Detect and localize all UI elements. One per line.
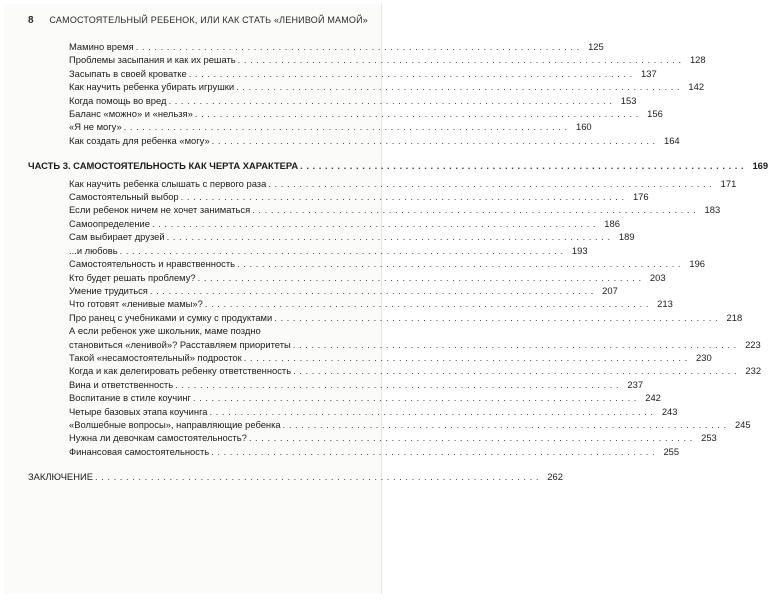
- toc-entry[interactable]: [28, 297, 673, 310]
- toc-entry-title: Про ранец с учебниками и сумку с продуктами: [69, 311, 273, 323]
- toc-leader-dots: [136, 40, 580, 53]
- toc-entry-page: 193: [571, 244, 588, 256]
- toc-leader-dots: [124, 120, 568, 133]
- toc-entry-title: Сам выбирает друзей: [69, 231, 165, 243]
- toc-entry-page: 207: [602, 284, 618, 296]
- toc-entry-last-line: [28, 338, 761, 351]
- toc-entry-title-line1: А если ребенок уже школьник, маме поздно: [69, 325, 261, 337]
- toc-entry-page: 137: [641, 67, 657, 79]
- toc-leader-dots: [211, 445, 655, 458]
- toc-entry[interactable]: [28, 311, 743, 324]
- toc-entry-page: 153: [620, 94, 637, 106]
- toc-entry-title: Как научить ребенка убирать игрушки: [69, 81, 235, 93]
- toc-leader-dots: [175, 378, 619, 391]
- toc-leader-dots: [274, 311, 718, 324]
- toc-entry-page: 164: [663, 134, 680, 146]
- table-of-contents: [28, 40, 768, 484]
- toc-leader-dots: [237, 257, 681, 270]
- toc-entry-page: 171: [720, 177, 737, 189]
- toc-entry[interactable]: [28, 107, 663, 120]
- toc-entry[interactable]: [28, 351, 712, 364]
- toc-leader-dots: [238, 53, 682, 66]
- toc-leader-dots: [198, 271, 642, 284]
- toc-entry[interactable]: [28, 134, 680, 147]
- toc-entry[interactable]: [28, 244, 588, 257]
- toc-entry-title: Финансовая самостоятельность: [69, 445, 210, 457]
- toc-leader-dots: [212, 134, 656, 147]
- toc-leader-dots: [293, 364, 737, 377]
- toc-entry-page: 128: [689, 54, 706, 66]
- toc-entry-page: 230: [696, 351, 712, 363]
- toc-entry-page: 245: [734, 418, 751, 430]
- toc-conclusion[interactable]: [28, 470, 563, 483]
- toc-entry-page: 237: [627, 378, 644, 390]
- running-header: [28, 13, 368, 27]
- toc-entry-title: Как научить ребенка слышать с первого раза: [69, 177, 267, 189]
- toc-leader-dots: [181, 190, 625, 203]
- toc-entry-title: Такой «несамостоятельный» подросток: [69, 351, 242, 363]
- toc-entry[interactable]: [28, 257, 706, 270]
- toc-entry-title: Умение трудиться: [69, 284, 148, 296]
- toc-entry-page: 160: [575, 121, 592, 133]
- toc-part-page: 169: [752, 160, 768, 172]
- toc-entry[interactable]: [28, 405, 678, 418]
- toc-entry-page: 213: [657, 298, 673, 310]
- toc-entry[interactable]: [28, 53, 706, 66]
- toc-entry-title: Самостоятельный выбор: [69, 191, 179, 203]
- toc-leader-dots: [189, 67, 633, 80]
- toc-entry-page: 243: [661, 405, 678, 417]
- toc-entry-page: 253: [701, 432, 717, 444]
- toc-entry-title: Мамино время: [69, 41, 134, 52]
- toc-leader-dots: [252, 203, 696, 216]
- toc-leader-dots: [283, 418, 727, 431]
- toc-entry-multiline[interactable]: [28, 324, 761, 351]
- toc-part-heading[interactable]: [28, 159, 768, 172]
- toc-entry-page: 189: [618, 231, 635, 243]
- toc-entry-page: 196: [689, 258, 706, 270]
- toc-conclusion-page: 262: [547, 471, 563, 483]
- toc-entry[interactable]: [28, 271, 666, 284]
- toc-entry-title: Четыре базовых этапа коучинга: [69, 405, 208, 417]
- toc-leader-dots: [167, 230, 611, 243]
- toc-entry[interactable]: [28, 391, 661, 404]
- toc-leader-dots: [193, 391, 637, 404]
- toc-entry[interactable]: [28, 418, 751, 431]
- toc-entry-title: «Волшебные вопросы», направляющие ребенка: [69, 418, 281, 430]
- toc-entry-title: Когда и как делегировать ребенку ответственность: [69, 365, 292, 377]
- toc-entry-title: Баланс «можно» и «нельзя»: [69, 108, 193, 120]
- toc-entry-title-line2: становиться «ленивой»? Расставляем приоритеты: [69, 338, 291, 350]
- toc-leader-dots: [244, 351, 688, 364]
- toc-entry[interactable]: [28, 217, 620, 230]
- toc-entry-title: Нужна ли девочкам самостоятельность?: [69, 432, 247, 444]
- toc-leader-dots: [120, 244, 564, 257]
- toc-entry[interactable]: [28, 120, 592, 133]
- toc-entry-title: ...и любовь: [69, 244, 118, 256]
- toc-entry-title: Кто будет решать проблему?: [69, 271, 196, 283]
- toc-leader-dots: [152, 217, 596, 230]
- toc-entry-page: 183: [704, 204, 721, 216]
- toc-part-title: ЧАСТЬ 3. САМОСТОЯТЕЛЬНОСТЬ КАК ЧЕРТА ХАРАКТЕРА: [28, 160, 299, 172]
- toc-entry[interactable]: [28, 40, 604, 53]
- toc-conclusion-title: ЗАКЛЮЧЕНИЕ: [28, 471, 93, 483]
- toc-entry-title: Проблемы засыпания и как их решать: [69, 54, 236, 66]
- toc-leader-dots: [236, 80, 680, 93]
- toc-entry-title: Воспитание в стиле коучинг: [69, 392, 191, 404]
- toc-leader-dots: [168, 94, 612, 107]
- toc-entry[interactable]: [28, 177, 737, 190]
- toc-entry-title: Самостоятельность и нравственность: [69, 258, 236, 270]
- toc-entry-title: Как создать для ребенка «могу»: [69, 134, 210, 146]
- toc-entry-page: 176: [632, 191, 649, 203]
- toc-entry[interactable]: [28, 378, 644, 391]
- toc-entry-page: 125: [588, 41, 604, 52]
- toc-entry[interactable]: [28, 190, 649, 203]
- toc-entry-page: 242: [645, 392, 661, 404]
- toc-entry-title: Что готовят «ленивые мамы»?: [69, 298, 203, 310]
- toc-leader-dots: [95, 470, 539, 483]
- toc-entry-page: 255: [663, 445, 680, 457]
- page-number: 8: [28, 14, 34, 26]
- toc-entry-title: Самоопределение: [69, 217, 150, 229]
- toc-entry-title: «Я не могу»: [69, 121, 122, 133]
- toc-leader-dots: [300, 159, 744, 172]
- toc-leader-dots: [205, 297, 649, 310]
- toc-leader-dots: [150, 284, 594, 297]
- toc-entry[interactable]: [28, 80, 705, 93]
- toc-entry-page: 186: [604, 217, 620, 229]
- toc-entry-page: 203: [649, 271, 666, 283]
- toc-leader-dots: [249, 431, 693, 444]
- toc-leader-dots: [293, 338, 737, 351]
- toc-entry-page: 142: [688, 81, 705, 93]
- toc-leader-dots: [195, 107, 639, 120]
- toc-entry-title: Вина и ответственность: [69, 378, 174, 390]
- toc-leader-dots: [210, 405, 654, 418]
- toc-entry[interactable]: [28, 284, 618, 297]
- toc-entry-page: 218: [726, 311, 743, 323]
- toc-entry[interactable]: [28, 67, 657, 80]
- running-title: САМОСТОЯТЕЛЬНЫЙ РЕБЕНОК, ИЛИ КАК СТАТЬ «ЛЕНИВОЙ МАМОЙ»: [49, 15, 368, 25]
- toc-entry-page: 223: [745, 338, 761, 350]
- toc-leader-dots: [268, 177, 712, 190]
- toc-entry-title: Засыпать в своей кроватке: [69, 67, 187, 79]
- toc-entry[interactable]: [28, 230, 635, 243]
- toc-entry[interactable]: [28, 364, 762, 377]
- toc-entry[interactable]: [28, 203, 721, 216]
- toc-entry-title: Когда помощь во вред: [69, 94, 167, 106]
- toc-entry[interactable]: [28, 94, 637, 107]
- toc-entry-title: Если ребенок ничем не хочет заниматься: [69, 204, 251, 216]
- toc-entry[interactable]: [28, 431, 717, 444]
- toc-entry-page: 232: [745, 365, 762, 377]
- toc-entry-page: 156: [647, 108, 663, 120]
- toc-entry[interactable]: [28, 445, 680, 458]
